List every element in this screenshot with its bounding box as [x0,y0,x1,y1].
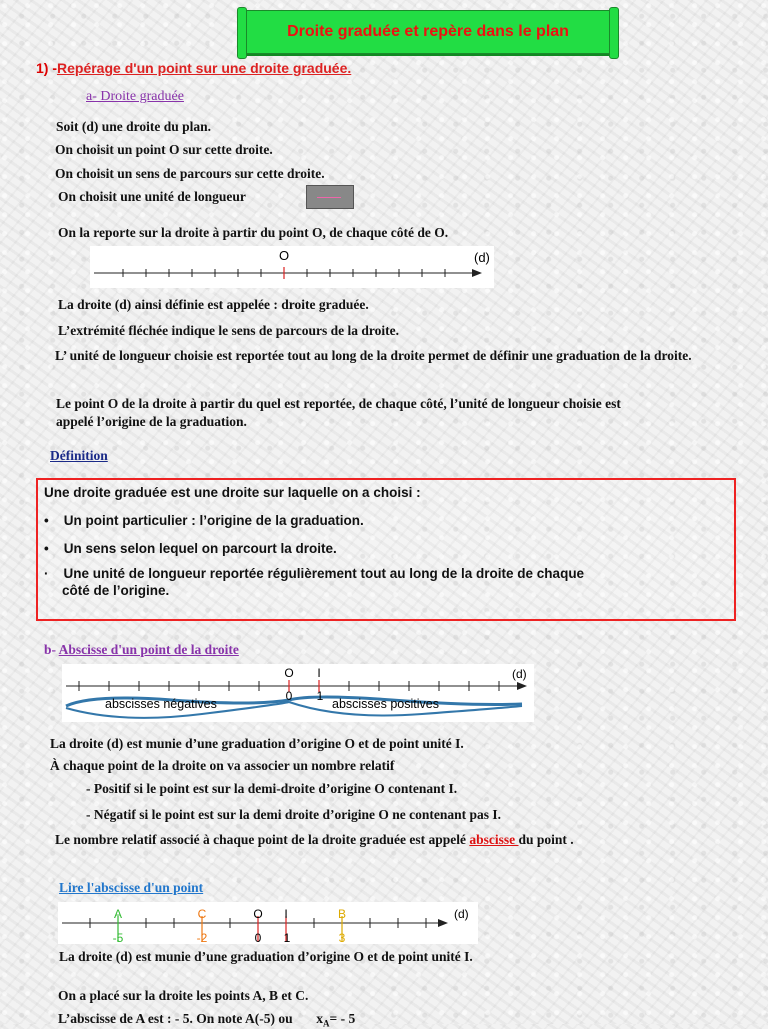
unit-length-sample [306,185,354,209]
zero-label: 0 [285,689,293,703]
origin-O-label: O [284,666,294,680]
text-line: La droite (d) est munie d’une graduation d’origine O et de point unité I. [50,736,464,751]
page-title-banner [242,10,614,54]
definition-box [36,478,736,621]
subsection-b-title: b- Abscisse d'un point de la droite [44,642,239,657]
graduated-line-3 [58,902,478,944]
text-line: On choisit une unité de longueur [58,189,246,204]
line-label: (d) [474,250,490,265]
graduated-line-1 [90,246,494,288]
line-label: (d) [512,667,527,681]
abscissa-term: abscisse [469,832,519,847]
value-C: -2 [196,931,208,944]
text-line: Le point O de la droite à partir du quel est reportée, de chaque côté, l’unité de longueur choisie est [56,396,621,411]
point-A-label: A [113,907,123,921]
line-label: (d) [454,907,469,921]
section-1-heading [36,60,351,76]
definition-bullet-cont: côté de l’origine. [62,583,170,598]
text-line: appelé l’origine de la graduation. [56,414,247,429]
one-label: 1 [316,689,324,703]
graduated-line-2 [62,664,534,722]
definition-bullet: • Un point particulier : l’origine de la graduation. [44,513,364,528]
text-line: L’extrémité fléchée indique le sens de parcours de la droite. [58,323,399,338]
positive-abscissas-label: abscisses positives [332,697,439,711]
text-line: On la reporte sur la droite à partir du point O, de chaque côté de O. [58,225,449,240]
unit-I-label: I [317,666,321,680]
text-line: La droite (d) ainsi définie est appelée : droite graduée. [58,297,369,312]
point-B-label: B [337,907,347,921]
text-line: Soit (d) une droite du plan. [56,119,212,134]
negative-abscissas-label: abscisses négatives [105,697,217,711]
text-line: - Positif si le point est sur la demi-droite d’origine O contenant I. [86,781,458,796]
section-1-number: 1) - [36,60,57,76]
definition-bullet: • Un sens selon lequel on parcourt la droite. [44,541,337,556]
definition-intro: Une droite graduée est une droite sur laquelle on a choisi : [44,485,421,500]
point-C-label: C [197,907,207,921]
value-0: 0 [254,931,262,944]
definition-title: Définition [50,448,108,463]
text-line: - Négatif si le point est sur la demi droite d’origine O ne contenant pas I. [86,807,501,822]
text-line: L’ unité de longueur choisie est reportée tout au long de la droite permet de définir une graduation de la droite. [55,348,692,363]
section-1-title: Repérage d'un point sur une droite graduée. [57,60,352,76]
text-line: On choisit un point O sur cette droite. [55,142,273,157]
origin-label: O [278,248,290,263]
subsection-a-title: a- Droite graduée [86,89,184,104]
value-B: 3 [338,931,346,944]
read-abscissa-title: Lire l'abscisse d'un point [59,880,204,895]
text-line: L’abscisse de A est : - 5. On note A(-5) ou $x_A= - 5$ [58,1011,356,1029]
text-line: On a placé sur la droite les points A, B et C. [58,988,309,1003]
value-A: -5 [112,931,124,944]
page-title: Droite graduée et repère dans le plan [287,23,569,40]
origin-O-label: O [253,907,263,921]
unit-I-label: I [284,907,288,921]
text-line: La droite (d) est munie d’une graduation d’origine O et de point unité I. [59,949,473,964]
text-line: À chaque point de la droite on va associer un nombre relatif [50,758,395,773]
text-line: On choisit un sens de parcours sur cette droite. [55,166,325,181]
value-1: 1 [283,931,291,944]
definition-bullet: · Une unité de longueur reportée régulièrement tout au long de la droite de chaque [44,566,585,581]
text-line: Le nombre relatif associé à chaque point de la droite graduée est appelé abscisse du point . [55,832,574,847]
